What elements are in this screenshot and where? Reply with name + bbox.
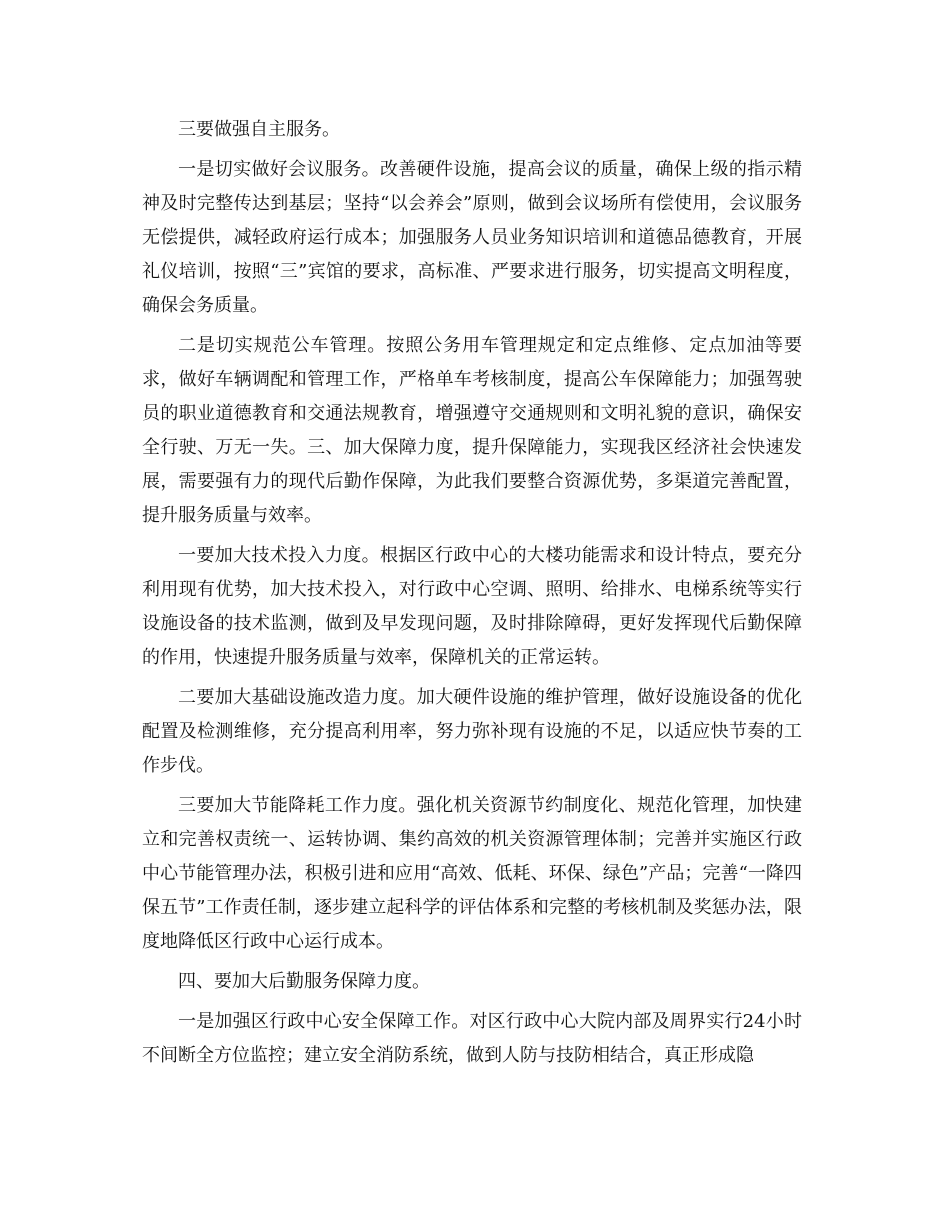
document-body <box>142 113 802 1079</box>
paragraph: 四、要加大后勤服务保障力度。 <box>178 971 430 992</box>
paragraph: 一要加大技术投入力度。根据区行政中心的大楼功能需求和设计特点，要充分利用现有优势，加大技术投入，对行政中心空调、照明、给排水、电梯系统等实行设施设备的技术监测，做到及早发现问题，及时排除障碍，更好发挥现代后勤保障的作用，快速提升服务质量与效率，保障机关的正常运转。 <box>142 545 802 668</box>
paragraph: 一是切实做好会议服务。改善硬件设施，提高会议的质量，确保上级的指示精神及时完整传达到基层；坚持“以会养会”原则，做到会议场所有偿使用，会议服务无偿提供，减轻政府运行成本；加强服务人员业务知识培训和道德品德教育，开展礼仪培训，按照“三”宾馆的要求，高标准、严要求进行服务，切实提高文明程度，确保会务质量。 <box>142 159 802 316</box>
paragraph: 一是加强区行政中心安全保障工作。对区行政中心大院内部及周界实行24小时不间断全方位监控；建立安全消防系统，做到人防与技防相结合，真正形成隐 <box>142 1011 802 1066</box>
paragraph: 三要加大节能降耗工作力度。强化机关资源节约制度化、规范化管理，加快建立和完善权责统一、运转协调、集约高效的机关资源管理体制；完善并实施区行政中心节能管理办法，积极引进和应用“高效、低耗、环保、绿色”产品；完善“一降四保五节”工作责任制，逐步建立起科学的评估体系和完整的考核机制及奖惩办法，限度地降低区行政中心运行成本。 <box>142 795 802 952</box>
paragraph: 三要做强自主服务。 <box>178 119 340 140</box>
paragraph: 二要加大基础设施改造力度。加大硬件设施的维护管理，做好设施设备的优化配置及检测维修，充分提高利用率，努力弥补现有设施的不足，以适应快节奏的工作步伐。 <box>142 687 802 776</box>
paragraph: 二是切实规范公车管理。按照公务用车管理规定和定点维修、定点加油等要求，做好车辆调配和管理工作，严格单车考核制度，提高公车保障能力；加强驾驶员的职业道德教育和交通法规教育，增强遵守交通规则和文明礼貌的意识，确保安全行驶、万无一失。三、加大保障力度，提升保障能力，实现我区经济社会快速发展，需要强有力的现代后勤作保障，为此我们要整合资源优势，多渠道完善配置，提升服务质量与效率。 <box>142 335 802 526</box>
